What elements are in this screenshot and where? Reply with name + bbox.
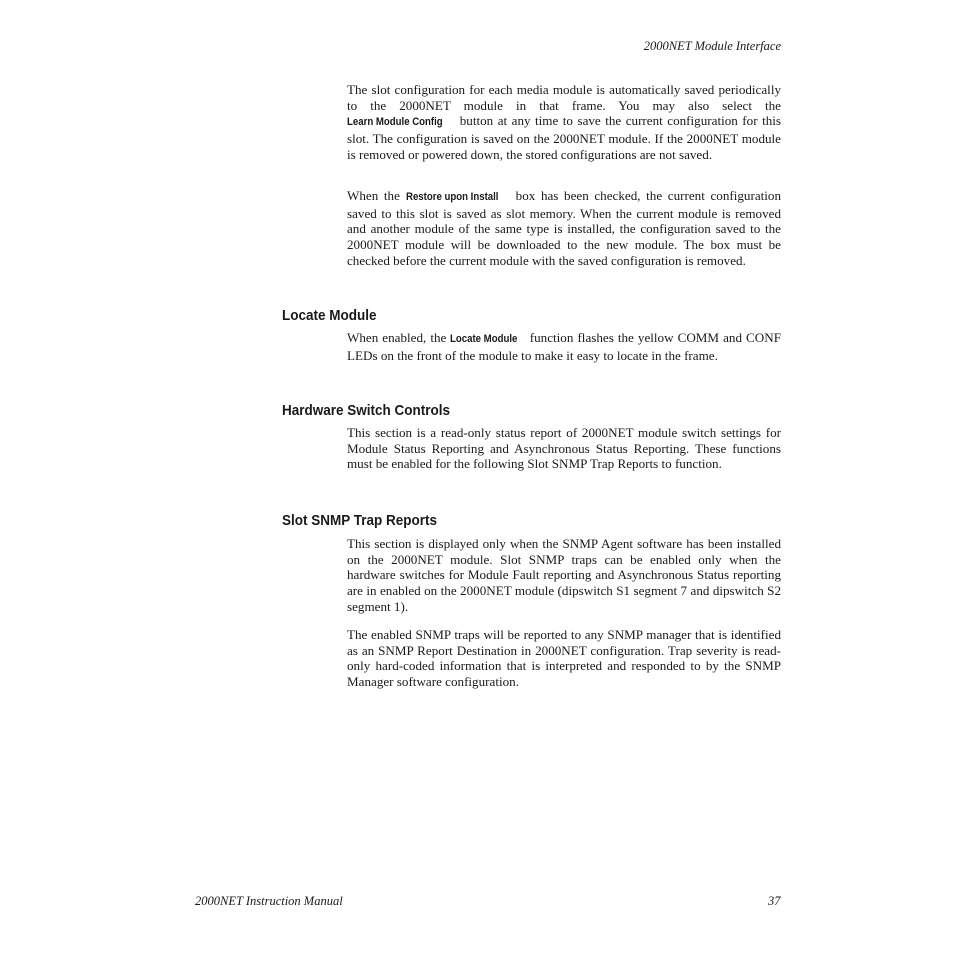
- locate-module-paragraph: [347, 330, 781, 363]
- page-number: 37: [768, 894, 781, 908]
- locate-text-b: function flashes the yellow COMM and CONF LEDs on the front of the module to make it easy to locate in the frame.: [347, 330, 781, 363]
- slot-snmp-heading: Slot SNMP Trap Reports: [282, 512, 438, 529]
- locate-module-heading: Locate Module: [282, 307, 377, 324]
- locate-module-label: Locate Module: [450, 333, 518, 345]
- intro-text-2b: box has been checked, the current configuration saved to this slot is saved as slot memory. When the current module is removed and another module of the same type is installed, the configuration saved to the 2000NET module will be downloaded to the new module. The box must be checked before the current module with the saved configuration is removed.: [347, 188, 782, 268]
- footer-manual-title: 2000NET Instruction Manual: [195, 894, 343, 908]
- learn-module-config-label: Learn Module Config: [347, 116, 443, 129]
- hardware-switch-paragraph: This section is a read-only status report of 2000NET module switch settings for Module Status Reporting and Asynchronous Status Reporting. These functions must be enabled for the following Slot SNMP Trap Reports to function.: [347, 425, 781, 472]
- intro-paragraph-1: [347, 82, 781, 163]
- intro-text-1b: button at any time to save the current configuration for this slot. The configuration is saved on the 2000NET module. If the 2000NET module is removed or powered down, the stored configurations are not saved.: [347, 113, 781, 162]
- restore-upon-install-label: Restore upon Install: [405, 191, 499, 203]
- slot-snmp-paragraph-1: This section is displayed only when the SNMP Agent software has been installed on the 2000NET module. Slot SNMP traps can be enabled only when the hardware switches for Module Fault reporting and Asynchronous Status reporting are in enabled on the 2000NET module (dipswitch S1 segment 7 and dipswitch S2 segment 1).: [347, 536, 781, 614]
- hardware-switch-heading: Hardware Switch Controls: [282, 402, 451, 419]
- intro-paragraph-2: [347, 188, 781, 269]
- locate-text-a: When enabled, the: [347, 330, 451, 345]
- running-header: 2000NET Module Interface: [643, 39, 781, 53]
- slot-snmp-paragraph-2: The enabled SNMP traps will be reported to any SNMP manager that is identified as an SNMP Report Destination in 2000NET configuration. Trap severity is read-only hard-coded information that is interpreted and responded to by the SNMP Manager software configuration.: [347, 627, 781, 690]
- intro-text-2a: When the: [347, 188, 406, 203]
- intro-text-1a: The slot configuration for each media module is automatically saved periodically to the 2000NET module in that frame. You may also select the: [347, 82, 781, 113]
